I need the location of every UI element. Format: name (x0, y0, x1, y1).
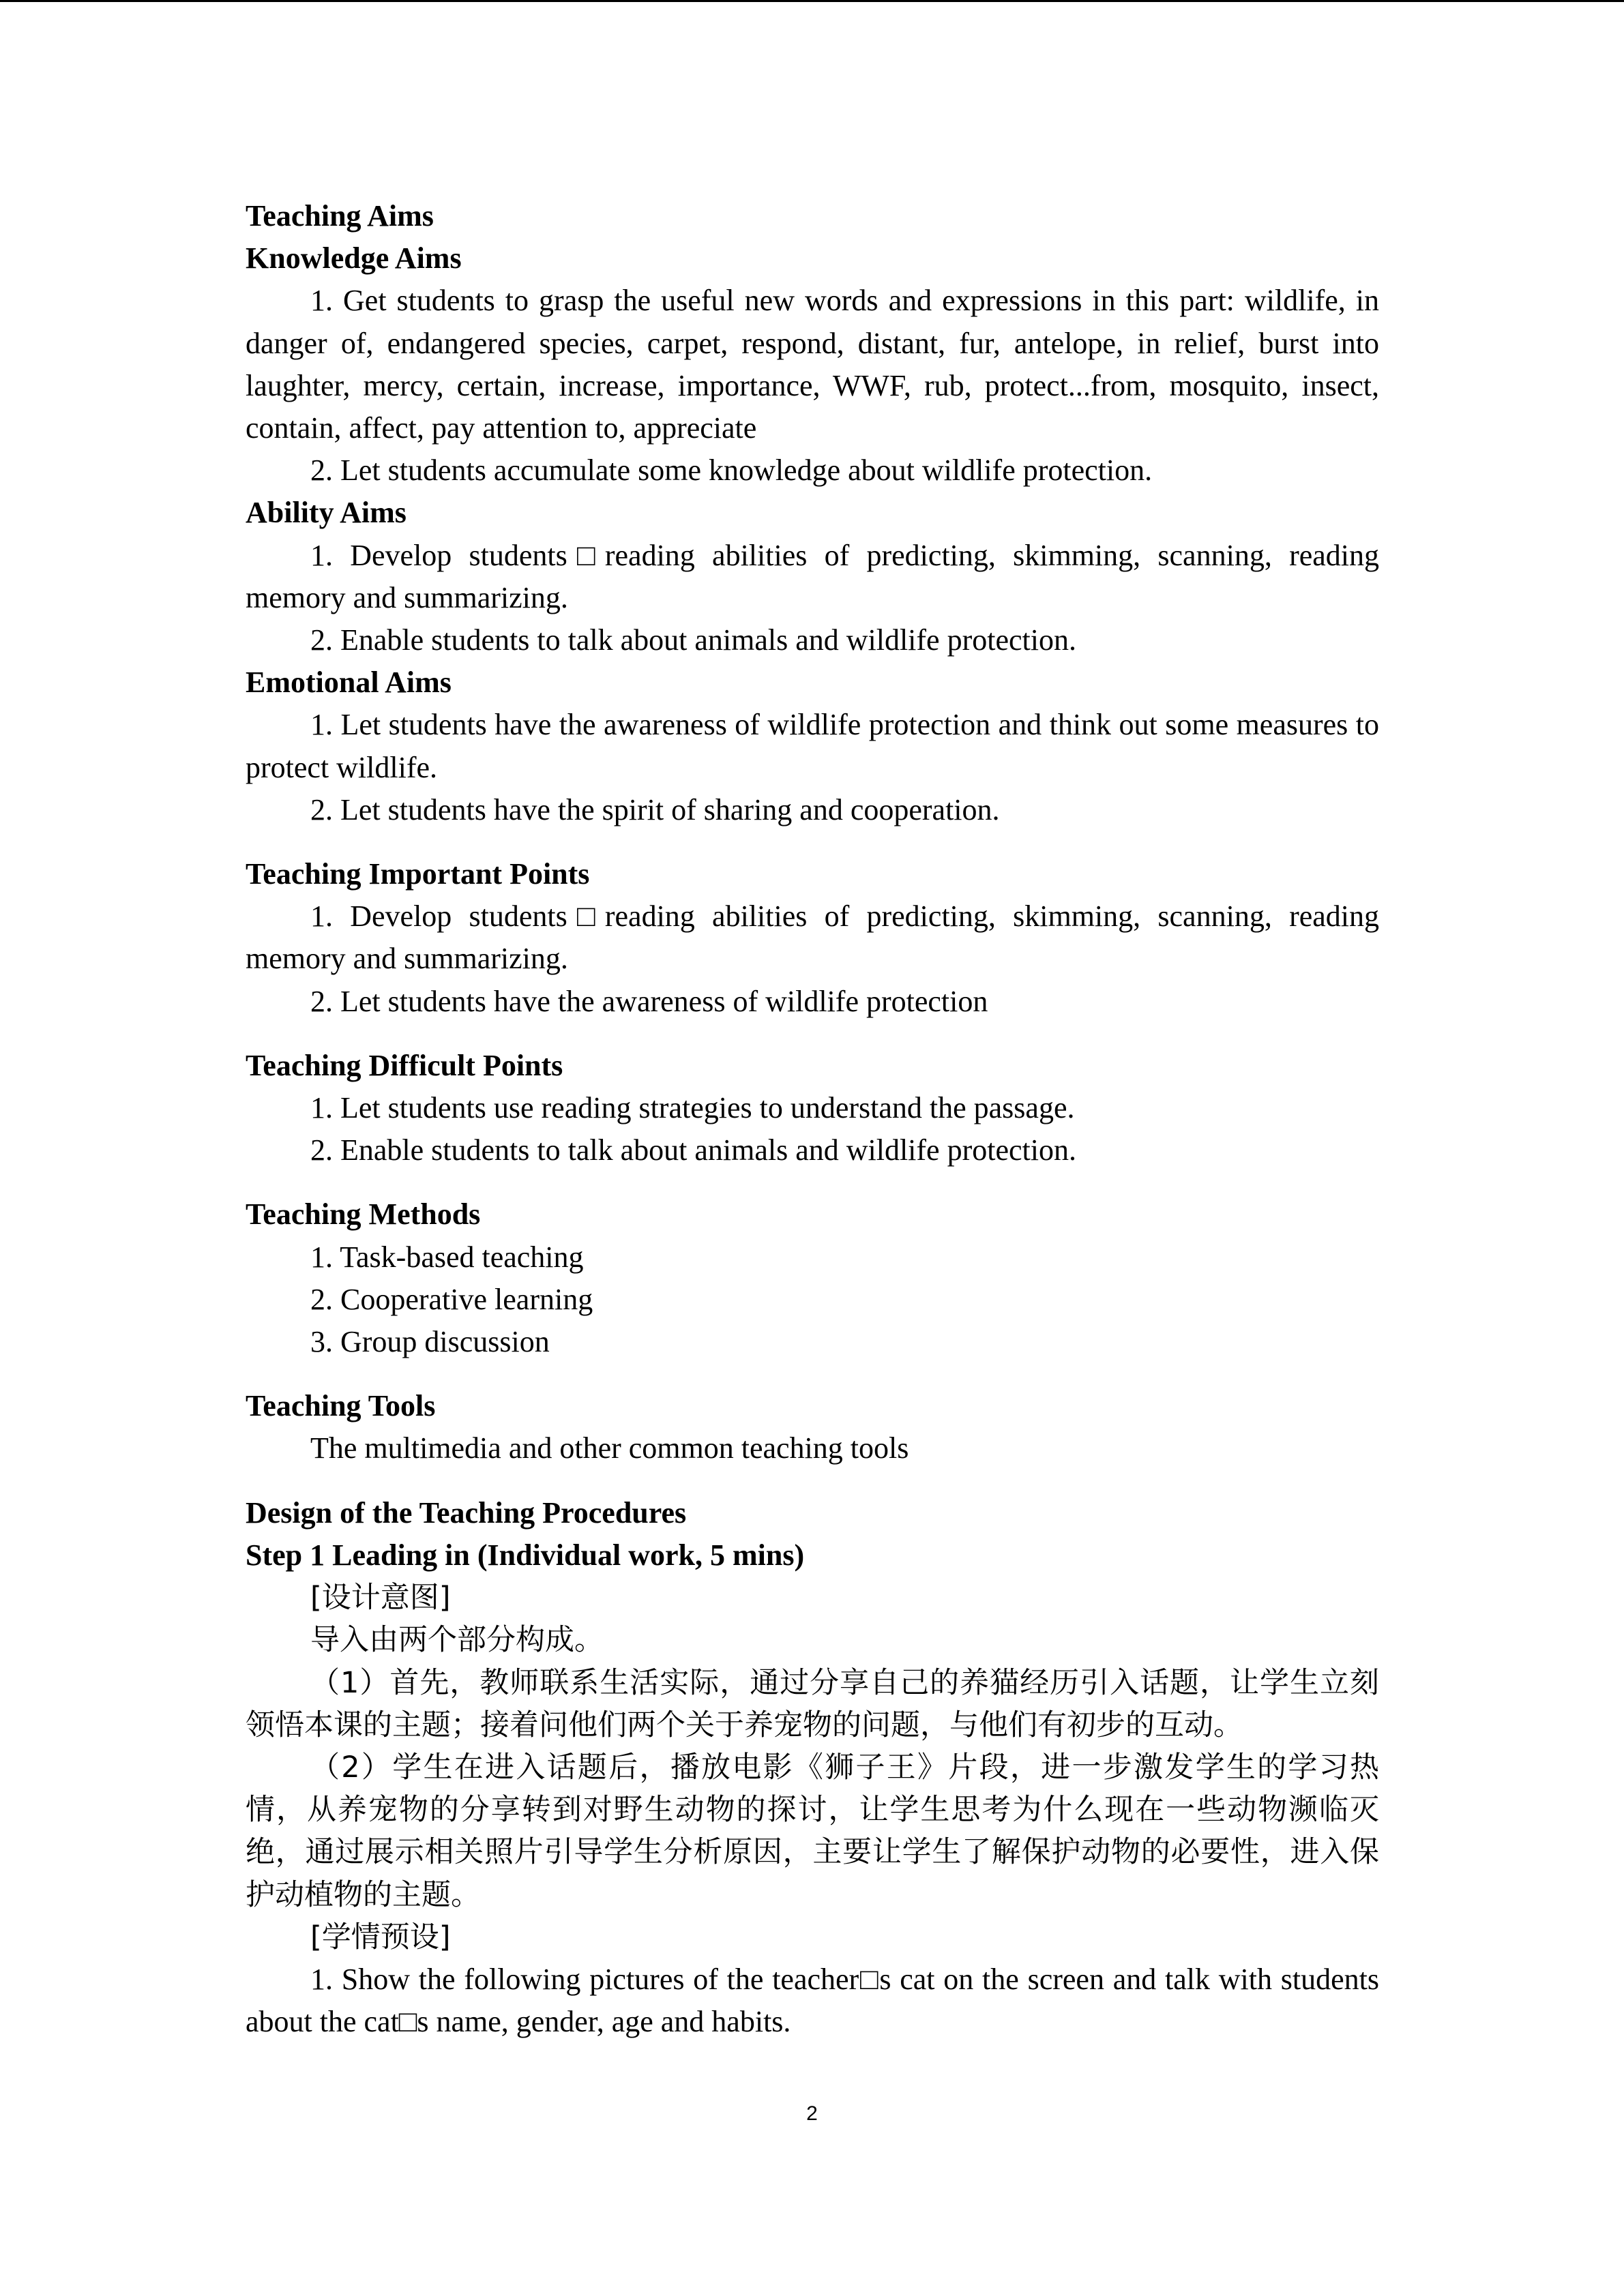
procedures-heading: Design of the Teaching Procedures (246, 1495, 687, 1530)
design-intro: 导入由两个部分构成。 (310, 1623, 604, 1658)
page-number: 2 (806, 2102, 818, 2125)
difficult-point-1: 1. Let students use reading strategies to understand the passage. (310, 1091, 1075, 1125)
method-2: 2. Cooperative learning (310, 1282, 593, 1316)
emotional-aim-1: 1. Let students have the awareness of wildlife protection and think out some measures to protect wildlife. (246, 708, 1379, 784)
important-point-1: 1. Develop students□reading abilities of predicting, skimming, scanning, reading memory and summarizing. (246, 899, 1379, 976)
knowledge-aim-1: 1. Get students to grasp the useful new words and expressions in this part: wildlife, in danger of, endangered species, carpet, respond, distant, fur, antelope, in relief, burst into laughter, mercy, certain, increase, importance, WWF, rub, protect...from, mosquito, insect, contain, affect, pay attention to, appreciate (246, 284, 1379, 445)
important-point-2: 2. Let students have the awareness of wildlife protection (310, 984, 988, 1018)
teaching-methods-heading: Teaching Methods (246, 1197, 481, 1232)
teaching-aims-heading: Teaching Aims (246, 199, 434, 233)
step1-heading: Step 1 Leading in (Individual work, 5 mins) (246, 1538, 805, 1572)
section-gap (246, 1172, 1379, 1193)
emotional-aims-heading: Emotional Aims (246, 666, 452, 700)
section-gap (246, 1023, 1379, 1045)
design-intent-label: [设计意图] (310, 1581, 451, 1615)
knowledge-aim-2: 2. Let students accumulate some knowledge about wildlife protection. (310, 453, 1153, 488)
design-paragraph-1: （1）首先，教师联系生活实际，通过分享自己的养猫经历引入话题，让学生立刻领悟本课的主题；接着问他们两个关于养宠物的问题，与他们有初步的互动。 (246, 1665, 1379, 1742)
emotional-aim-2: 2. Let students have the spirit of sharing and cooperation. (310, 792, 1000, 826)
top-border-line (0, 0, 1624, 2)
ability-aim-2: 2. Enable students to talk about animals and wildlife protection. (310, 623, 1076, 657)
design-paragraph-2: （2）学生在进入话题后，播放电影《狮子王》片段，进一步激发学生的学习热情，从养宠物的分享转到对野生动物的探讨，让学生思考为什么现在一些动物濒临灭绝，通过展示相关照片引导学生分析原因，主要让学生了解保护动物的必要性，进入保护动植物的主题。 (246, 1750, 1379, 1912)
teaching-tools-heading: Teaching Tools (246, 1389, 436, 1423)
preset-item-1: 1. Show the following pictures of the teacher□s cat on the screen and talk with students about the cat□s name, gender, age and habits. (246, 1962, 1379, 2039)
method-3: 3. Group discussion (310, 1325, 550, 1359)
student-preset-label: [学情预设] (310, 1920, 451, 1954)
section-gap (246, 1363, 1379, 1385)
method-1: 1. Task-based teaching (310, 1240, 584, 1274)
section-gap (246, 831, 1379, 853)
section-gap (246, 1470, 1379, 1492)
difficult-point-2: 2. Enable students to talk about animals and wildlife protection. (310, 1133, 1076, 1167)
ability-aim-1: 1. Develop students□reading abilities of predicting, skimming, scanning, reading memory and summarizing. (246, 538, 1379, 614)
difficult-points-heading: Teaching Difficult Points (246, 1048, 563, 1082)
important-points-heading: Teaching Important Points (246, 857, 590, 891)
ability-aims-heading: Ability Aims (246, 496, 407, 530)
knowledge-aims-heading: Knowledge Aims (246, 241, 462, 275)
teaching-tools-text: The multimedia and other common teaching tools (310, 1431, 909, 1465)
page-content (246, 195, 1379, 2043)
